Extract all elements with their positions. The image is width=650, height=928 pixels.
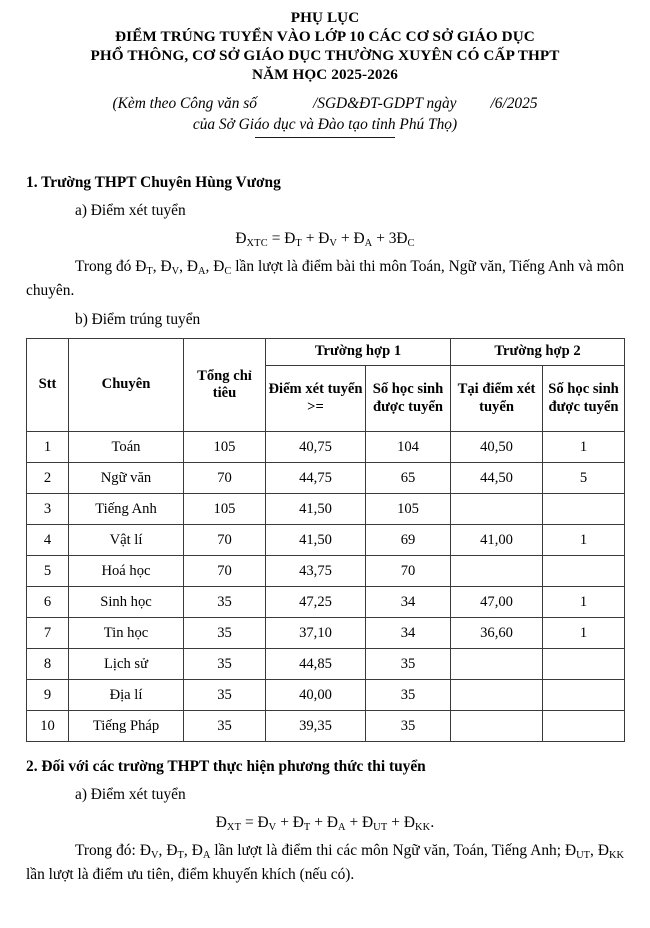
note2-part5: , Đ: [590, 842, 610, 859]
subtitle-part-3: /6/2025: [490, 95, 538, 112]
cell-count-case2: 1: [543, 618, 625, 649]
formula2-plus4: + Đ: [387, 814, 415, 831]
cell-stt: 4: [27, 525, 69, 556]
cell-score-case2: 36,60: [451, 618, 543, 649]
cell-count-case2: [543, 649, 625, 680]
section-2-note: [26, 840, 624, 885]
cell-chuyen: Tiếng Pháp: [69, 711, 184, 742]
formula2-kk-sub: KK: [414, 821, 431, 833]
cell-stt: 8: [27, 649, 69, 680]
cell-count-case2: 1: [543, 525, 625, 556]
cell-score-case2: 41,00: [451, 525, 543, 556]
cell-stt: 3: [27, 494, 69, 525]
cell-stt: 7: [27, 618, 69, 649]
cell-score-case1: 40,00: [266, 680, 366, 711]
formula2-lhs: Đ: [215, 814, 227, 831]
note1-sub1: T: [146, 265, 153, 277]
col-header-tong-chi-tieu: Tổng chỉ tiêu: [184, 339, 266, 432]
col-header-stt: Stt: [27, 339, 69, 432]
formula2-plus2: + Đ: [310, 814, 338, 831]
cell-quota: 70: [184, 463, 266, 494]
col-header-tai-diem-xet-tuyen: Tại điểm xét tuyển: [451, 366, 543, 432]
table-row: [27, 525, 625, 556]
formula2-period: .: [430, 814, 435, 831]
formula2-a-sub: A: [337, 821, 346, 833]
section-2-formula: [26, 814, 624, 832]
cell-score-case1: 39,35: [266, 711, 366, 742]
formula1-v-sub: V: [329, 237, 338, 249]
table-row: [27, 463, 625, 494]
formula1-c-sub: C: [407, 237, 415, 249]
cell-quota: 35: [184, 711, 266, 742]
group-header-case-1: Trường hợp 1: [266, 339, 451, 366]
cell-stt: 9: [27, 680, 69, 711]
cell-score-case1: 47,25: [266, 587, 366, 618]
cell-score-case2: [451, 494, 543, 525]
cell-stt: 2: [27, 463, 69, 494]
table-body: [27, 432, 625, 742]
section-1-subheading-a: a) Điểm xét tuyển: [75, 202, 186, 219]
table-row: [27, 649, 625, 680]
subtitle-part-2: /SGD&ĐT-GDPT ngày: [312, 95, 457, 112]
cell-count-case1: 65: [366, 463, 451, 494]
cell-quota: 70: [184, 525, 266, 556]
cell-quota: 70: [184, 556, 266, 587]
cell-score-case2: 47,00: [451, 587, 543, 618]
cell-count-case2: 1: [543, 587, 625, 618]
cell-score-case2: [451, 711, 543, 742]
cell-count-case1: 70: [366, 556, 451, 587]
cell-count-case2: [543, 711, 625, 742]
cell-count-case1: 34: [366, 618, 451, 649]
formula1-lhs: Đ: [235, 230, 247, 247]
note1-sub3: A: [198, 265, 206, 277]
note1-part1: Trong đó Đ: [75, 258, 147, 275]
cell-chuyen: Sinh học: [69, 587, 184, 618]
cell-count-case2: 1: [543, 432, 625, 463]
section-2-heading: 2. Đối với các trường THPT thực hiện phương thức thi tuyển: [26, 758, 426, 775]
note2-part2: , Đ: [158, 842, 178, 859]
table-header-row-groups: [27, 339, 625, 366]
formula1-plus1: + Đ: [301, 230, 330, 247]
table-row: [27, 711, 625, 742]
subtitle-underline-rule: [255, 137, 395, 138]
cell-quota: 105: [184, 432, 266, 463]
col-header-so-hoc-sinh-2: Số học sinh được tuyển: [543, 366, 625, 432]
section-1-heading: 1. Trường THPT Chuyên Hùng Vương: [26, 174, 281, 191]
cell-stt: 1: [27, 432, 69, 463]
col-header-chuyen: Chuyên: [69, 339, 184, 432]
formula2-v-sub: V: [268, 821, 277, 833]
cell-chuyen: Tin học: [69, 618, 184, 649]
note2-sub1: V: [150, 849, 159, 861]
formula1-plus3: + 3Đ: [372, 230, 408, 247]
cell-chuyen: Hoá học: [69, 556, 184, 587]
cell-score-case2: [451, 649, 543, 680]
cell-chuyen: Toán: [69, 432, 184, 463]
col-header-so-hoc-sinh-1: Số học sinh được tuyển: [366, 366, 451, 432]
group-header-case-2: Trường hợp 2: [451, 339, 625, 366]
note1-part5: lần lượt là điểm bài thi môn Toán, Ngữ văn, Tiếng Anh và môn chuyên.: [26, 258, 625, 299]
cell-score-case1: 43,75: [266, 556, 366, 587]
note2-part4: lần lượt là điểm thi các môn Ngữ văn, Toán, Tiếng Anh; Đ: [210, 842, 577, 859]
formula2-lhs-sub: XT: [226, 821, 242, 833]
cell-quota: 35: [184, 649, 266, 680]
cell-stt: 10: [27, 711, 69, 742]
cell-count-case2: [543, 494, 625, 525]
note1-part2: , Đ: [152, 258, 172, 275]
cell-score-case1: 44,85: [266, 649, 366, 680]
cell-chuyen: Lịch sử: [69, 649, 184, 680]
formula1-plus2: + Đ: [337, 230, 365, 247]
subtitle-line-2: của Sở Giáo dục và Đào tạo tỉnh Phú Thọ): [192, 116, 458, 133]
table-row: [27, 587, 625, 618]
note1-sub2: V: [171, 265, 180, 277]
title-line-4: NĂM HỌC 2025-2026: [252, 66, 398, 83]
note1-part4: , Đ: [205, 258, 225, 275]
formula2-ut-sub: UT: [373, 821, 388, 833]
col-header-diem-xet-tuyen: Điểm xét tuyển >=: [266, 366, 366, 432]
formula1-eq: = Đ: [267, 230, 296, 247]
cell-chuyen: Vật lí: [69, 525, 184, 556]
cell-stt: 5: [27, 556, 69, 587]
note2-sub5: KK: [609, 849, 625, 861]
cell-stt: 6: [27, 587, 69, 618]
table-row: [27, 618, 625, 649]
cell-score-case1: 44,75: [266, 463, 366, 494]
cell-quota: 105: [184, 494, 266, 525]
cell-score-case2: 44,50: [451, 463, 543, 494]
note1-part3: , Đ: [179, 258, 199, 275]
table-row: [27, 680, 625, 711]
cell-score-case1: 41,50: [266, 525, 366, 556]
document-title-block: [26, 8, 624, 84]
document-subtitle-block: [26, 93, 624, 138]
cell-count-case1: 69: [366, 525, 451, 556]
section-1-formula: [26, 230, 624, 248]
subtitle-line-1: [26, 93, 624, 114]
subtitle-part-1: (Kèm theo Công văn số: [112, 95, 257, 112]
cell-score-case1: 37,10: [266, 618, 366, 649]
note2-sub4: UT: [576, 849, 590, 861]
cell-score-case2: [451, 680, 543, 711]
cell-quota: 35: [184, 587, 266, 618]
formula2-eq: = Đ: [241, 814, 269, 831]
title-line-2: ĐIỂM TRÚNG TUYỂN VÀO LỚP 10 CÁC CƠ SỞ GIÁO DỤC: [115, 28, 535, 45]
title-line-3: PHỔ THÔNG, CƠ SỞ GIÁO DỤC THƯỜNG XUYÊN CÓ CẤP THPT: [90, 47, 560, 64]
formula2-plus3: + Đ: [345, 814, 374, 831]
table-header: [27, 339, 625, 432]
note2-part6: lần lượt là điểm ưu tiên, điểm khuyến khích (nếu có).: [26, 865, 355, 883]
formula2-t-sub: T: [303, 821, 311, 833]
note2-part3: , Đ: [183, 842, 203, 859]
cell-score-case1: 41,50: [266, 494, 366, 525]
cell-count-case2: [543, 680, 625, 711]
title-line-1: PHỤ LỤC: [290, 9, 360, 26]
cell-quota: 35: [184, 680, 266, 711]
note2-sub3: A: [202, 849, 211, 861]
formula1-lhs-sub: XTC: [246, 237, 268, 249]
cell-count-case2: [543, 556, 625, 587]
cell-chuyen: Ngữ văn: [69, 463, 184, 494]
cell-chuyen: Tiếng Anh: [69, 494, 184, 525]
cell-score-case1: 40,75: [266, 432, 366, 463]
section-1-note: [26, 256, 624, 301]
cell-count-case2: 5: [543, 463, 625, 494]
cell-count-case1: 35: [366, 711, 451, 742]
section-2-subheading-a: a) Điểm xét tuyển: [75, 786, 186, 803]
cell-count-case1: 104: [366, 432, 451, 463]
cell-count-case1: 35: [366, 649, 451, 680]
cell-count-case1: 34: [366, 587, 451, 618]
cell-score-case2: [451, 556, 543, 587]
admission-score-table: [26, 338, 625, 742]
note2-part1: Trong đó: Đ: [75, 842, 151, 859]
note2-sub2: T: [177, 849, 184, 861]
cell-count-case1: 105: [366, 494, 451, 525]
table-row: [27, 556, 625, 587]
formula2-plus1: + Đ: [276, 814, 304, 831]
table-row: [27, 432, 625, 463]
cell-quota: 35: [184, 618, 266, 649]
cell-chuyen: Địa lí: [69, 680, 184, 711]
cell-score-case2: 40,50: [451, 432, 543, 463]
cell-count-case1: 35: [366, 680, 451, 711]
note1-sub4: C: [224, 265, 232, 277]
formula1-t-sub: T: [295, 237, 302, 249]
table-row: [27, 494, 625, 525]
section-1-subheading-b: b) Điểm trúng tuyển: [75, 311, 201, 328]
formula1-a-sub: A: [364, 237, 373, 249]
